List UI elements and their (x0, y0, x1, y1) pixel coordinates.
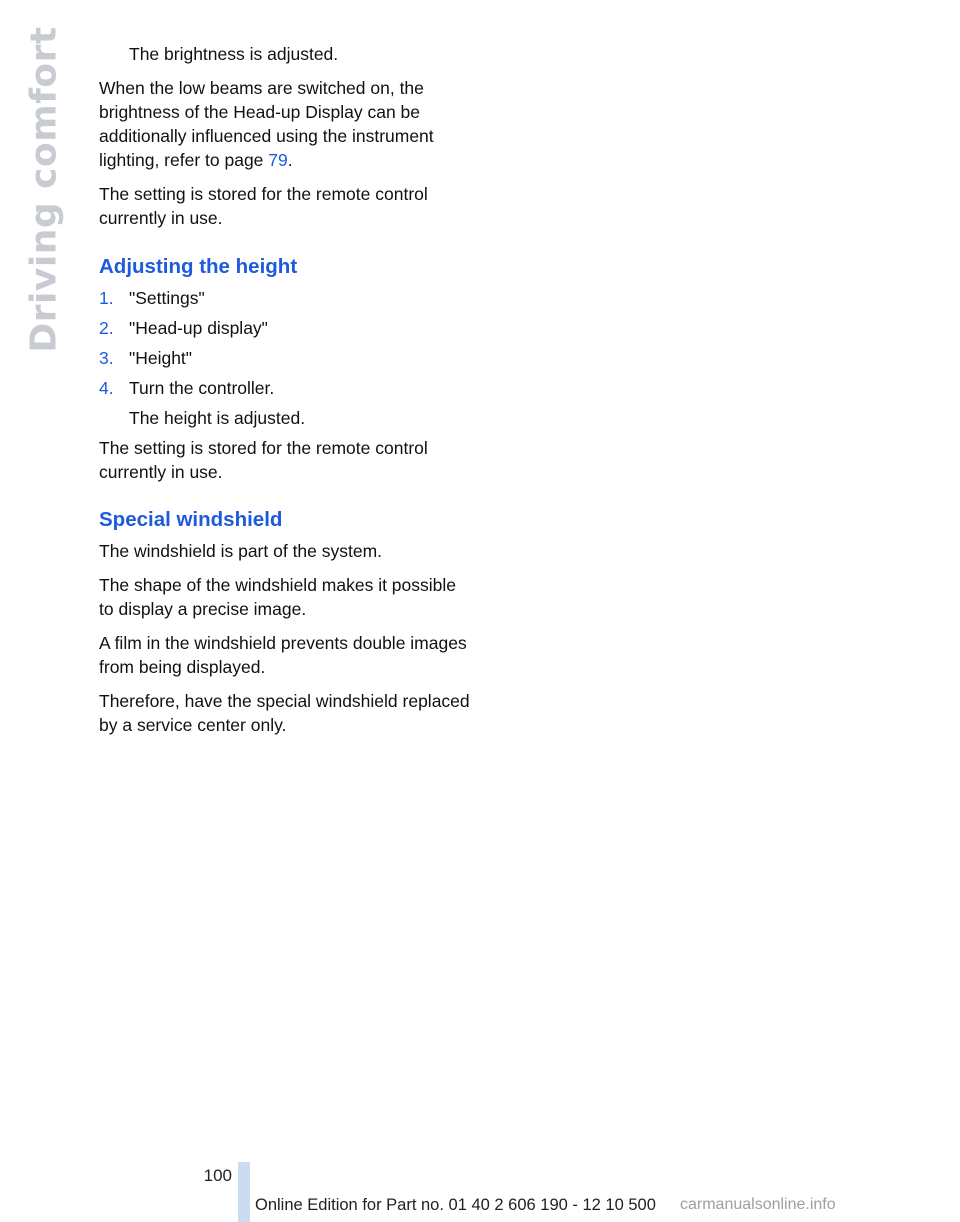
windshield-paragraph-3: A film in the windshield prevents double images from being displayed. (99, 633, 467, 677)
step-number: 3. (99, 348, 114, 368)
page-content (99, 42, 475, 747)
footer-accent-bar (238, 1162, 250, 1222)
edition-text: Online Edition for Part no. 01 40 2 606 190 - 12 10 500 (255, 1196, 656, 1214)
page-number: 100 (203, 1166, 232, 1185)
side-tab (23, 25, 65, 353)
step-text: "Settings" (129, 288, 205, 308)
list-item (99, 316, 475, 340)
low-beams-text: When the low beams are switched on, the brightness of the Head-up Display can be additionally influenced using the instrument lighting, refer to page (99, 78, 434, 170)
height-steps-list (99, 286, 475, 400)
watermark: carmanualsonline.info (680, 1196, 836, 1213)
page-79-link[interactable]: 79 (268, 150, 288, 170)
side-tab-title: Driving comfort (23, 25, 65, 353)
step-number: 2. (99, 318, 114, 338)
windshield-paragraph-2: The shape of the windshield makes it possible to display a precise image. (99, 575, 457, 619)
low-beams-paragraph (99, 76, 475, 172)
windshield-paragraph-4: Therefore, have the special windshield replaced by a service center only. (99, 691, 470, 735)
special-windshield-heading: Special windshield (99, 508, 283, 531)
list-item (99, 376, 475, 400)
step-number: 4. (99, 378, 114, 398)
step-number: 1. (99, 288, 114, 308)
page-footer (0, 1160, 960, 1222)
list-item (99, 346, 475, 370)
step-text: "Height" (129, 348, 193, 368)
height-result: The height is adjusted. (129, 408, 306, 428)
low-beams-period: . (287, 150, 293, 170)
step-text: Turn the controller. (129, 378, 275, 398)
stored-paragraph-2: The setting is stored for the remote control currently in use. (99, 438, 428, 482)
stored-paragraph-1: The setting is stored for the remote control currently in use. (99, 184, 428, 228)
windshield-paragraph-1: The windshield is part of the system. (99, 541, 383, 561)
step-text: "Head-up display" (129, 318, 268, 338)
adjusting-height-heading: Adjusting the height (99, 255, 298, 278)
brightness-result: The brightness is adjusted. (129, 44, 339, 64)
list-item (99, 286, 475, 310)
